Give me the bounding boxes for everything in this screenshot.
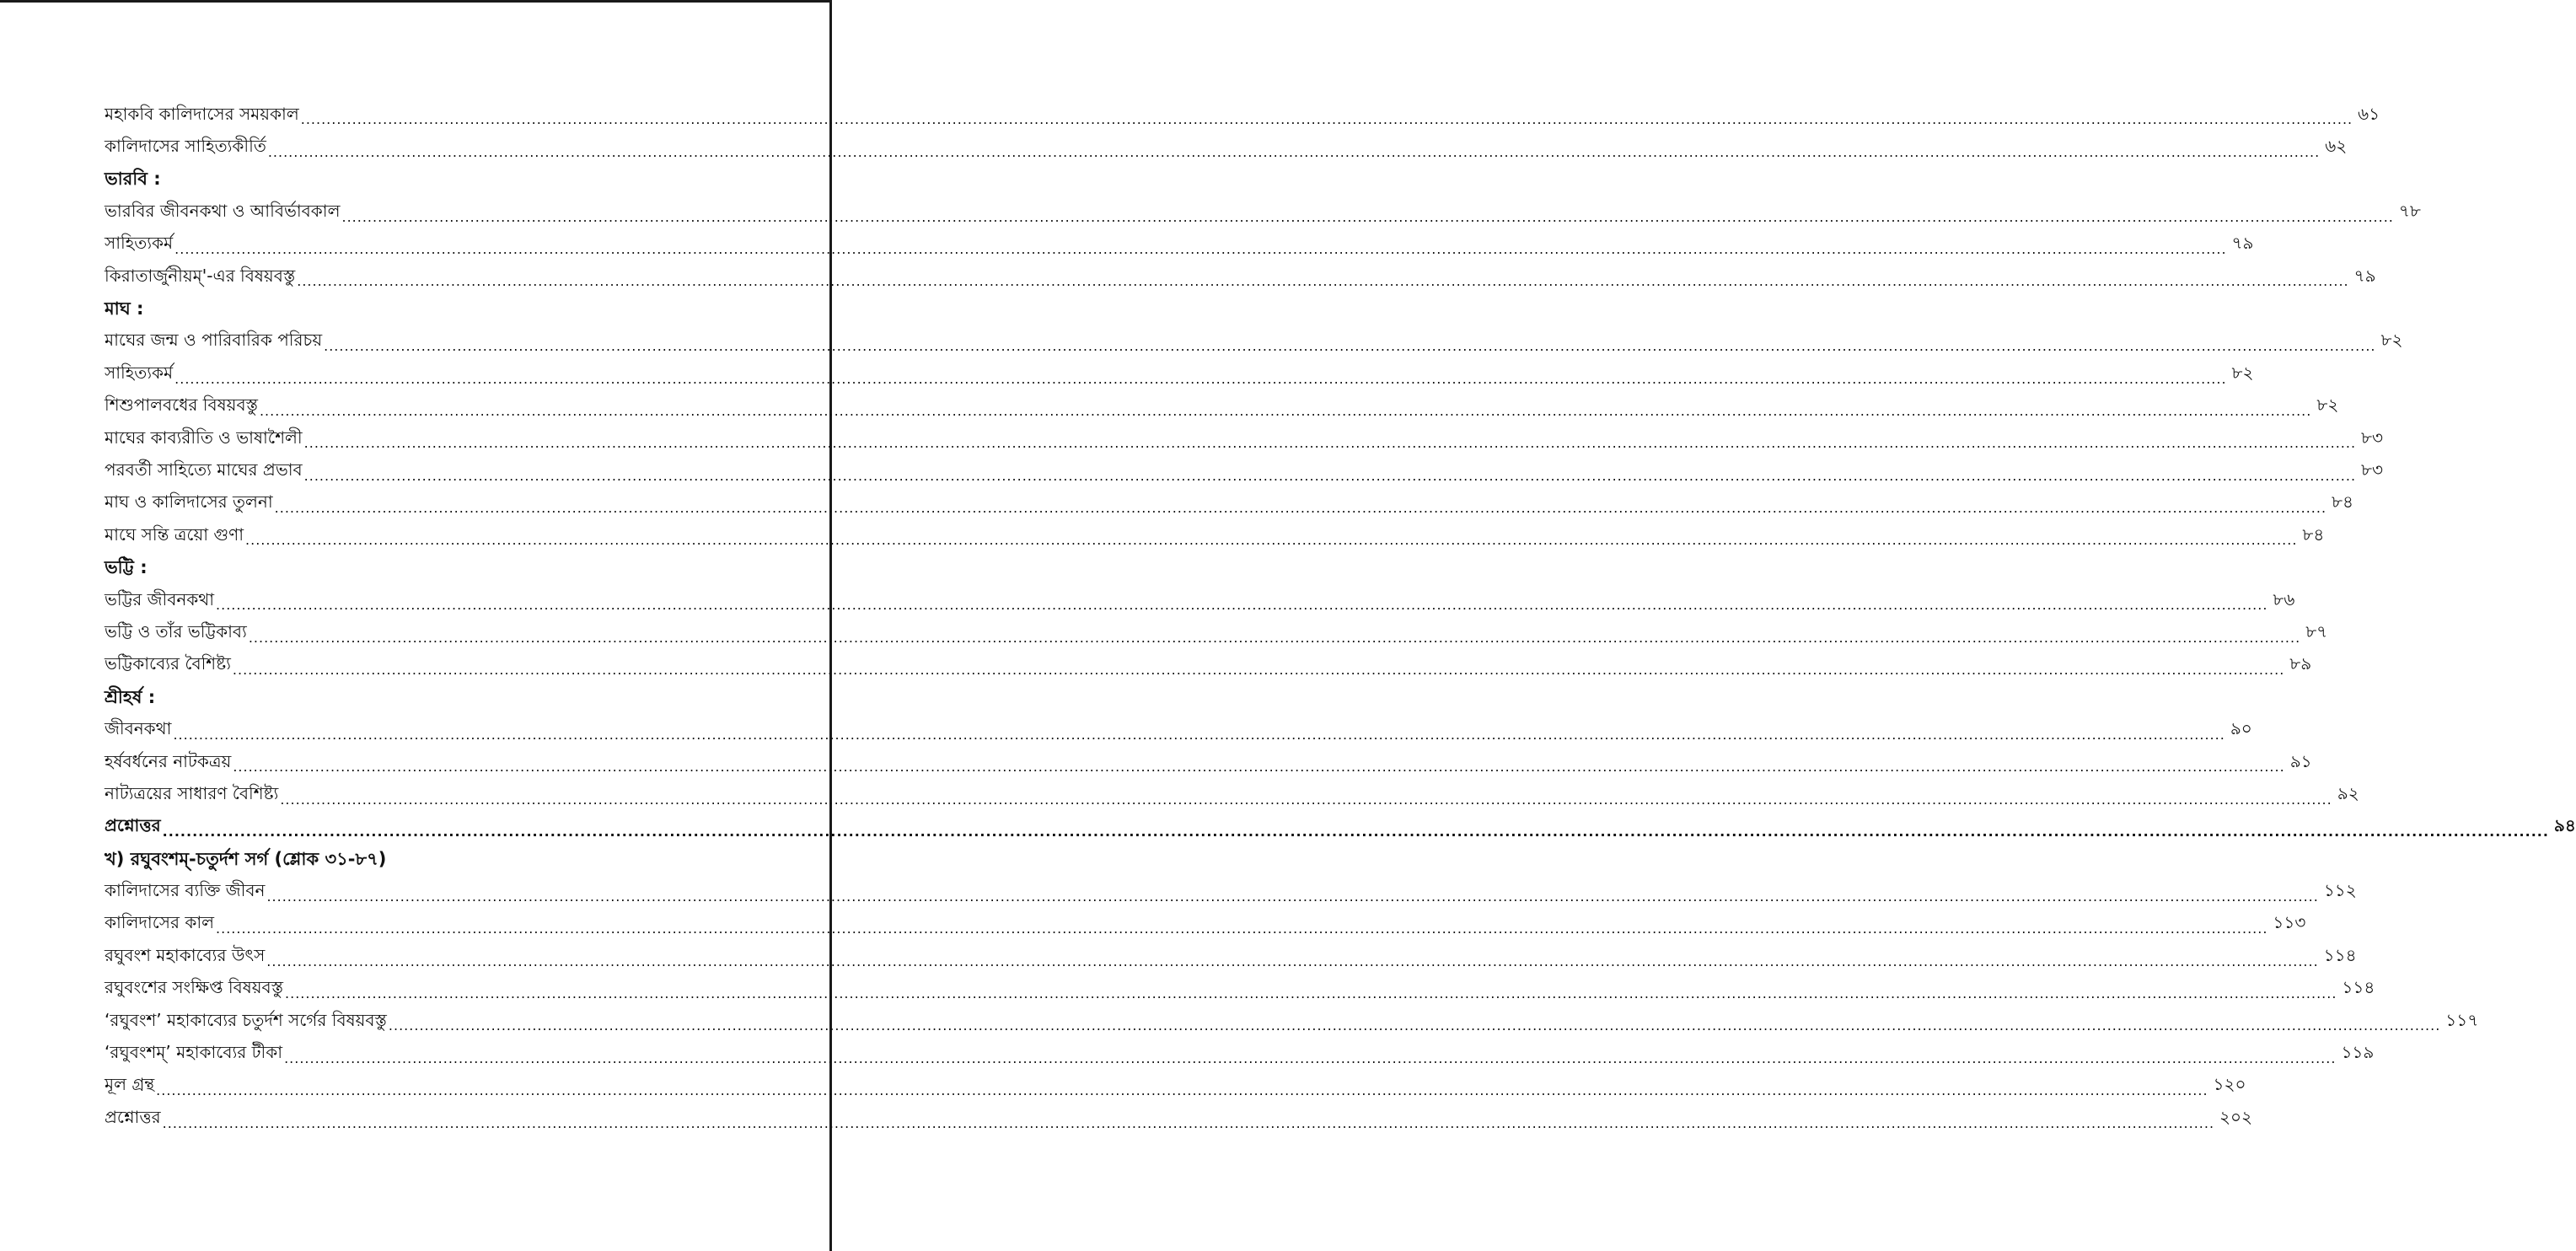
toc-page-number: ১১২ bbox=[2323, 880, 2357, 901]
toc-entry bbox=[105, 876, 2357, 908]
toc-leader-dots: ................................................................................................................................................................................................................................................................................................................................................................................................................ bbox=[173, 726, 2225, 743]
toc-page-number: ৭৯ bbox=[2353, 265, 2376, 286]
toc-page-number: ১১৪ bbox=[2342, 977, 2375, 998]
toc-leader-dots: ................................................................................................................................................................................................................................................................................................................................................................................................................ bbox=[285, 985, 2337, 1001]
toc-page-number: ৯০ bbox=[2230, 718, 2252, 739]
toc-entry bbox=[105, 650, 2312, 682]
toc-page-number: ৮২ bbox=[2380, 330, 2403, 351]
toc-entry bbox=[105, 1038, 2375, 1070]
toc-entry bbox=[105, 812, 2576, 844]
toc-entry bbox=[105, 132, 2348, 164]
toc-entry-title: রঘুবংশ মহাকাব্যের উৎস bbox=[105, 944, 266, 965]
toc-entry-title: সাহিত্যকর্ম bbox=[105, 362, 174, 383]
toc-page-number: ৬১ bbox=[2358, 103, 2380, 124]
toc-entry-title: জীবনকথা bbox=[105, 718, 172, 739]
toc-entry bbox=[105, 99, 2380, 132]
toc-page-number: ৮২ bbox=[2316, 395, 2339, 416]
toc-section-heading: ভট্টি : bbox=[105, 557, 148, 578]
toc-entry-title: কালিদাসের ব্যক্তি জীবন bbox=[105, 880, 266, 901]
toc-page-number: ৯২ bbox=[2337, 782, 2359, 803]
toc-entry-title: মাঘের জন্ম ও পারিবারিক পরিচয় bbox=[105, 330, 323, 351]
toc-entry bbox=[105, 585, 2295, 617]
toc-page-number: ৮৪ bbox=[2302, 523, 2325, 545]
toc-leader-dots: ................................................................................................................................................................................................................................................................................................................................................................................................................ bbox=[303, 467, 2357, 484]
toc-leader-dots: ................................................................................................................................................................................................................................................................................................................................................................................................................ bbox=[300, 111, 2353, 128]
toc-entry-title: মূল গ্রন্থ bbox=[105, 1074, 155, 1095]
toc-page-number: ৮৬ bbox=[2273, 588, 2295, 609]
toc-section-heading: খ) রঘুবংশম্-চতুর্দশ সর্গ (শ্লোক ৩১-৮৭) bbox=[105, 848, 387, 869]
toc-entry bbox=[105, 974, 2375, 1006]
toc-entry-title: কালিদাসের কাল bbox=[105, 912, 215, 933]
toc-entry-title: মাঘে সন্তি ত্রয়ো গুণা bbox=[105, 523, 244, 545]
toc-page-number: ৮৯ bbox=[2289, 653, 2312, 674]
toc-leader-dots: ................................................................................................................................................................................................................................................................................................................................................................................................................ bbox=[266, 888, 2319, 905]
toc-entry-title: ভট্টির জীবনকথা bbox=[105, 588, 215, 609]
toc-entry-title: প্রশ্নোত্তর bbox=[105, 815, 161, 836]
toc-leader-dots: ................................................................................................................................................................................................................................................................................................................................................................................................................ bbox=[284, 1050, 2337, 1066]
toc-entry-title: ভট্টি ও তাঁর ভট্টিকাব্য bbox=[105, 620, 247, 642]
toc-entry bbox=[105, 455, 2384, 487]
toc-entry-title: মাঘ ও কালিদাসের তুলনা bbox=[105, 491, 273, 513]
toc-leader-dots: ................................................................................................................................................................................................................................................................................................................................................................................................................ bbox=[280, 791, 2332, 808]
toc-entry bbox=[105, 1071, 2246, 1103]
toc-entry bbox=[105, 423, 2384, 455]
table-of-contents bbox=[105, 99, 2576, 1136]
toc-leader-dots: ................................................................................................................................................................................................................................................................................................................................................................................................................ bbox=[324, 338, 2376, 355]
toc-page-number: ১২০ bbox=[2213, 1074, 2246, 1095]
toc-leader-dots: ................................................................................................................................................................................................................................................................................................................................................................................................................ bbox=[248, 629, 2301, 646]
toc-entry-title: মাঘের কাব্যরীতি ও ভাষাশৈলী bbox=[105, 427, 303, 448]
toc-leader-dots: ................................................................................................................................................................................................................................................................................................................................................................................................................ bbox=[266, 953, 2319, 969]
toc-leader-dots: ................................................................................................................................................................................................................................................................................................................................................................................................................ bbox=[174, 370, 2227, 387]
toc-entry bbox=[105, 779, 2359, 811]
toc-entry bbox=[105, 326, 2403, 358]
toc-page-number: ৮৩ bbox=[2361, 427, 2384, 448]
toc-page-number: ১১৭ bbox=[2445, 1009, 2479, 1030]
toc-entry bbox=[105, 196, 2421, 228]
toc-page-number: ৭৮ bbox=[2398, 200, 2421, 221]
toc-entry-title: মহাকবি কালিদাসের সময়কাল bbox=[105, 103, 299, 124]
toc-entry bbox=[105, 1103, 2253, 1135]
toc-page-number: ৭৯ bbox=[2231, 233, 2254, 254]
toc-leader-dots: ................................................................................................................................................................................................................................................................................................................................................................................................................ bbox=[267, 143, 2321, 160]
toc-entry bbox=[105, 1006, 2479, 1038]
toc-leader-dots: ................................................................................................................................................................................................................................................................................................................................................................................................................ bbox=[174, 240, 2227, 257]
toc-entry-title: সাহিত্যকর্ম bbox=[105, 233, 174, 254]
toc-leader-dots: ................................................................................................................................................................................................................................................................................................................................................................................................................ bbox=[274, 500, 2327, 517]
toc-entry-title: কালিদাসের সাহিত্যকীর্তি bbox=[105, 136, 266, 157]
toc-section-heading: মাঘ : bbox=[105, 298, 144, 319]
toc-entry bbox=[105, 941, 2357, 973]
toc-leader-dots: ................................................................................................................................................................................................................................................................................................................................................................................................................ bbox=[297, 273, 2349, 290]
toc-entry bbox=[105, 488, 2354, 520]
toc-entry-title: রঘুবংশের সংক্ষিপ্ত বিষয়বস্তু bbox=[105, 977, 284, 998]
toc-page-number: ৮৪ bbox=[2332, 491, 2354, 513]
toc-page-number: ১১৪ bbox=[2323, 944, 2357, 965]
toc-page-number: ১১৯ bbox=[2341, 1042, 2375, 1063]
toc-leader-dots: ................................................................................................................................................................................................................................................................................................................................................................................................................ bbox=[388, 1017, 2441, 1034]
toc-entry bbox=[105, 909, 2306, 941]
toc-leader-dots: ................................................................................................................................................................................................................................................................................................................................................................................................................ bbox=[216, 921, 2268, 937]
toc-entry-title: পরবর্তী সাহিত্যে মাঘের প্রভাব bbox=[105, 459, 303, 480]
toc-entry-title: ‘রঘুবংশ’ মহাকাব্যের চতুর্দশ সর্গের বিষয়বস্তু bbox=[105, 1009, 387, 1030]
toc-leader-dots: ................................................................................................................................................................................................................................................................................................................................................................................................................ bbox=[216, 597, 2268, 614]
toc-leader-dots: ................................................................................................................................................................................................................................................................................................................................................................................................................ bbox=[162, 1114, 2215, 1131]
toc-entry-title: ‘রঘুবংশম্’ মহাকাব্যের টীকা bbox=[105, 1042, 283, 1063]
toc-entry-title: প্রশ্নোত্তর bbox=[105, 1106, 161, 1127]
toc-entry-title: নাট্যত্রয়ের সাধারণ বৈশিষ্ট্য bbox=[105, 782, 279, 803]
toc-page-number: ১১৩ bbox=[2273, 912, 2306, 933]
toc-page-number: ৮৭ bbox=[2305, 620, 2328, 642]
toc-leader-dots: ................................................................................................................................................................................................................................................................................................................................................................................................................ bbox=[245, 532, 2298, 549]
toc-entry bbox=[105, 520, 2325, 552]
toc-entry-title: শিশুপালবধের বিষয়বস্তু bbox=[105, 395, 258, 416]
toc-leader-dots: ................................................................................................................................................................................................................................................................................................................................................................................................................ bbox=[232, 662, 2285, 679]
toc-page-number: ২০২ bbox=[2219, 1106, 2253, 1127]
page-border-top bbox=[0, 0, 832, 3]
toc-leader-dots: ................................................................................................................................................................................................................................................................................................................................................................................................................ bbox=[162, 823, 2549, 840]
toc-leader-dots: ................................................................................................................................................................................................................................................................................................................................................................................................................ bbox=[233, 759, 2285, 776]
toc-entry bbox=[105, 261, 2376, 293]
toc-leader-dots: ................................................................................................................................................................................................................................................................................................................................................................................................................ bbox=[341, 208, 2394, 225]
toc-leader-dots: ................................................................................................................................................................................................................................................................................................................................................................................................................ bbox=[156, 1082, 2208, 1099]
toc-section-heading: ভারবি : bbox=[105, 169, 161, 190]
toc-leader-dots: ................................................................................................................................................................................................................................................................................................................................................................................................................ bbox=[303, 435, 2357, 452]
toc-entry-title: কিরাতার্জুনীয়ম্'-এর বিষয়বস্তু bbox=[105, 265, 296, 286]
toc-entry bbox=[105, 714, 2252, 746]
toc-page-number: ৮২ bbox=[2231, 362, 2254, 383]
toc-entry-title: ভট্টিকাব্যের বৈশিষ্ট্য bbox=[105, 653, 231, 674]
toc-entry bbox=[105, 229, 2254, 261]
toc-entry bbox=[105, 358, 2254, 390]
toc-page-number: ৬২ bbox=[2325, 136, 2348, 157]
toc-page-number: ৮৩ bbox=[2361, 459, 2384, 480]
toc-entry bbox=[105, 391, 2339, 423]
toc-leader-dots: ................................................................................................................................................................................................................................................................................................................................................................................................................ bbox=[259, 402, 2312, 419]
toc-entry-title: হর্ষবর্ধনের নাটকত্রয় bbox=[105, 750, 232, 771]
toc-page-number: ৯১ bbox=[2289, 750, 2312, 771]
toc-entry bbox=[105, 747, 2312, 779]
toc-entry-title: ভারবির জীবনকথা ও আবির্ভাবকাল bbox=[105, 200, 341, 221]
toc-section-heading: শ্রীহর্ষ : bbox=[105, 686, 156, 707]
toc-page-number: ৯৪ bbox=[2553, 815, 2576, 836]
toc-entry bbox=[105, 617, 2328, 649]
